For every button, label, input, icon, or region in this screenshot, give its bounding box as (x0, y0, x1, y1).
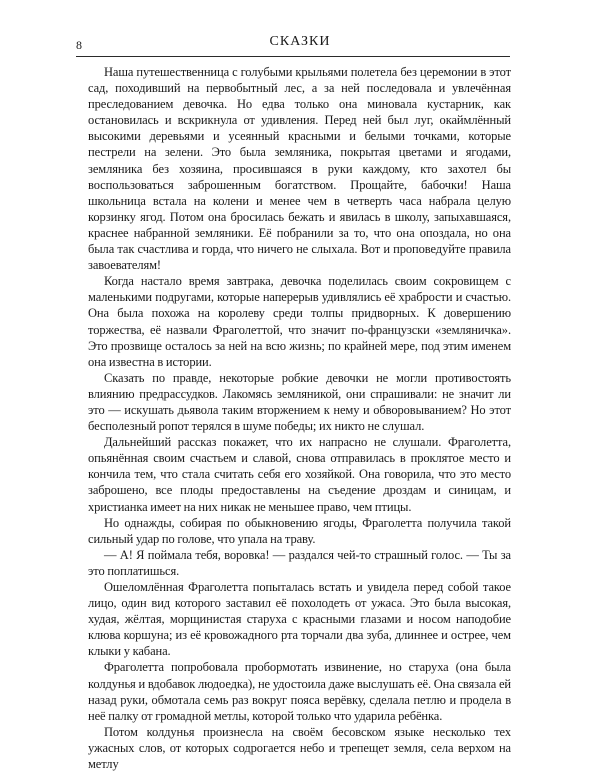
body-text (88, 64, 511, 772)
paragraph: Когда настало время завтрака, девочка поделилась своим сокровищем с маленькими подругами, которые наперерыв удивлялись её храбрости и счастью. Она была похожа на королеву среди толпы придворных. К довершению торжества, её назвали Фраголеттой, что значит по-французски «земляничка». Это прозвище осталось за ней на всю жизнь; по крайней мере, под этим именем она известна в истории. (88, 274, 511, 369)
paragraph: Фраголетта попробовала пробормотать извинение, но старуха (она была колдунья и вдобавок людоедка), не удостоила даже выслушать её. Она связала ей назад руки, обмотала семь раз вокруг пояса верёвку, сделала петлю и продела в неё палку от громадной метлы, которой только что ударила ребёнка. (88, 660, 511, 723)
paragraph: Ошеломлённая Фраголетта попыталась встать и увидела перед собой такое лицо, один вид которого заставил её похолодеть от ужаса. Это была высокая, худая, жёлтая, морщинистая старуха с красными глазами и носом наподобие клюва коршуна; из её кровожадного рта торчали два зуба, длиннее и острее, чем клыки у кабана. (88, 580, 511, 659)
paragraph: Дальнейший рассказ покажет, что их напрасно не слушали. Фраголетта, опьянённая своим счастьем и славой, снова отправилась в проклятое место и кончила тем, что стала считать себя его хозяйкой. Она говорила, что это место заброшено, все плоды предоставлены на съедение дроздам и синицам, и христианка имеет на них никак не меньшее право, чем птицы. (88, 435, 511, 514)
paragraph: — А! Я поймала тебя, воровка! — раздался чей-то страшный голос. — Ты за это поплатишься. (88, 547, 511, 578)
running-title: СКАЗКИ (269, 34, 331, 49)
header-rule (76, 56, 510, 57)
paragraph: Сказать по правде, некоторые робкие девочки не могли противостоять влиянию предрассудков. Лакомясь земляникой, они спрашивали: не значит ли это — искушать дьявола таким вторжением к нему и обворовыванием? Но этот бесполезный ропот терялся в шуме победы; их никто не слушал. (88, 370, 511, 434)
paragraph: Наша путешественница с голубыми крыльями полетела без церемонии в этот сад, походивший на первобытный лес, а за ней последовала и увлечённая преследованием девочка. Но едва только она миновала кустарник, как остановилась и вскрикнула от удивления. Перед ней был луг, окаймлённый высокими деревьями и усеянный красными и белыми точками, которые пестрели на зелени. Это была земляника, покрытая цветами и ягодами, земляника без хозяина, просившаяся в руки каждому, кто захотел бы воспользоваться заброшенным богатством. Прощайте, бабочки! Наша школьница встала на колени и менее чем в четверть часа набрала целую корзинку ягод. Потом она бросилась бежать и явилась в школу, запыхавшаяся, краснее набранной земляники. Её побранили за то, что она опоздала, но она была так счастлива и горда, что ничего не слыхала. Вот и проповедуйте правила завоевателям! (88, 65, 511, 273)
paragraph: Потом колдунья произнесла на своём бесовском языке несколько тех ужасных слов, от которых содрогается небо и трепещет земля, села верхом на метлу (88, 724, 511, 772)
page-number: 8 (76, 38, 82, 52)
paragraph: Но однажды, собирая по обыкновению ягоды, Фраголетта получила такой сильный удар по голове, что упала на траву. (88, 515, 511, 546)
